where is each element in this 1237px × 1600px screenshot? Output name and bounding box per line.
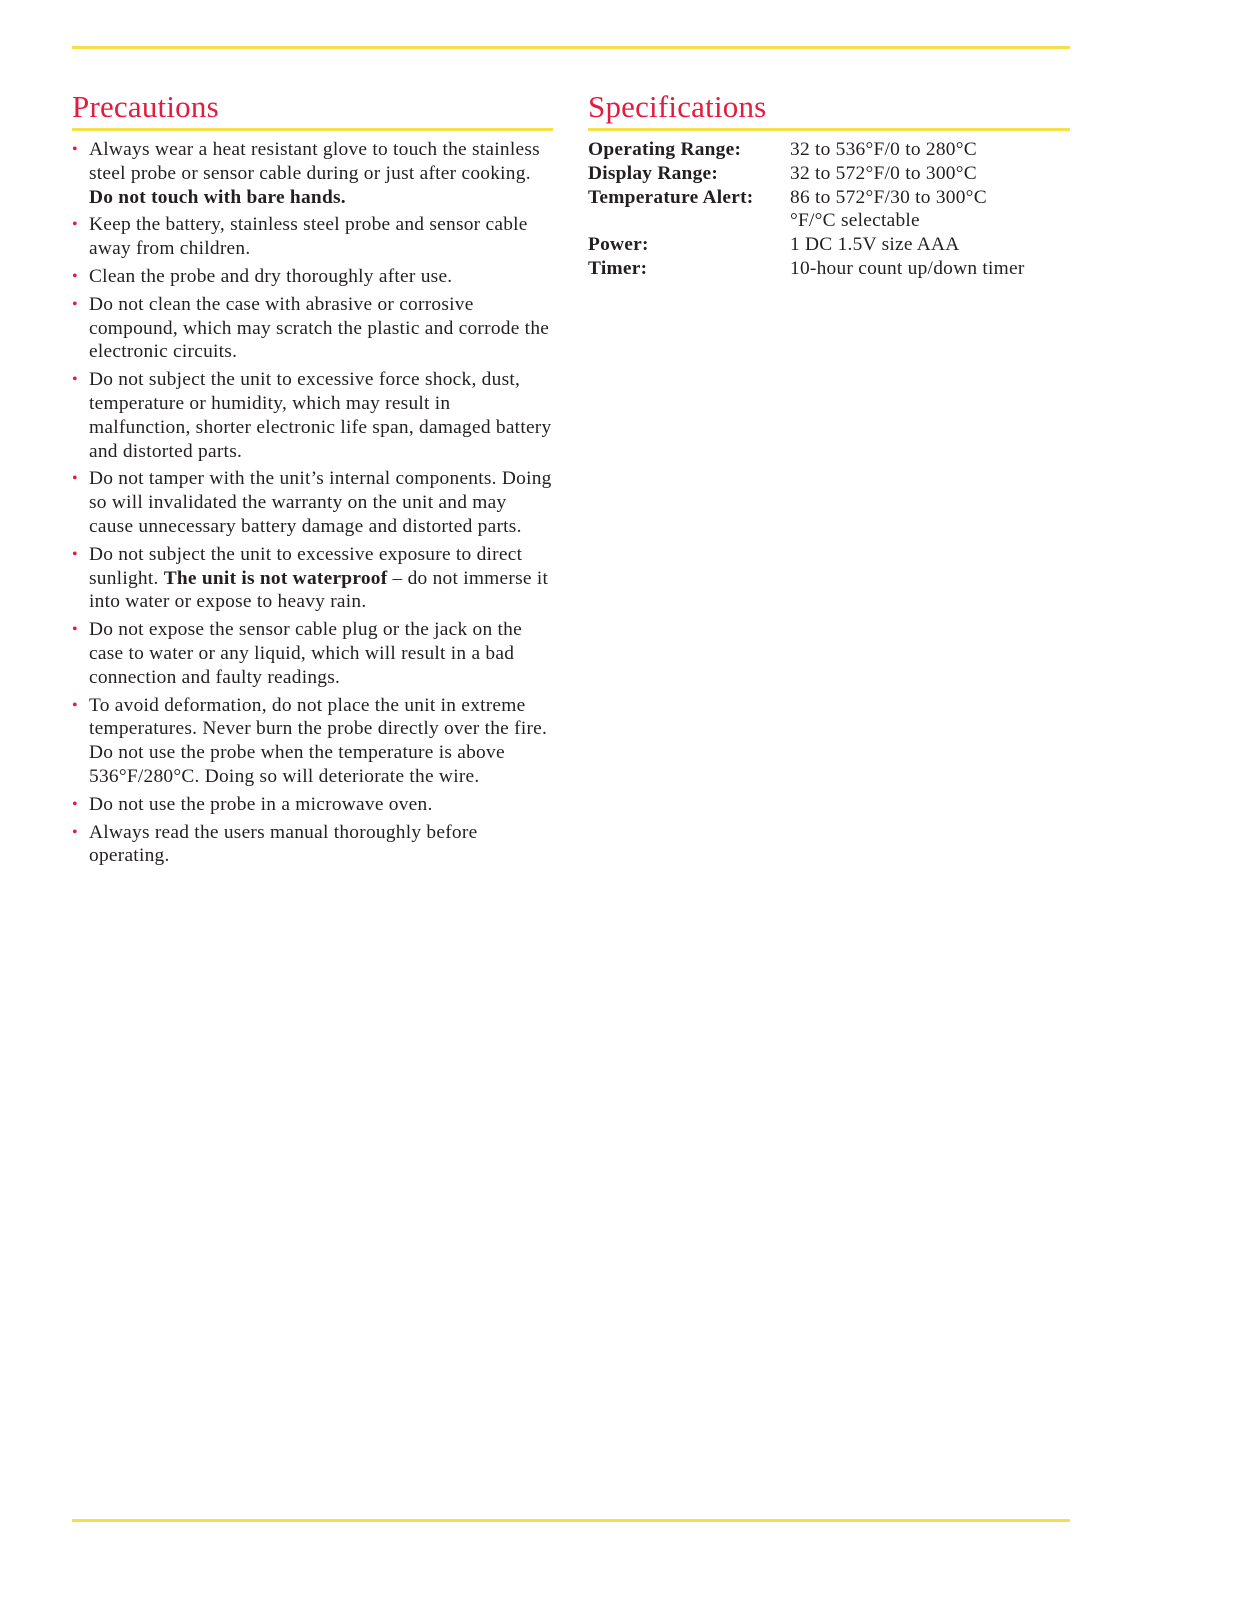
precaution-item-4: • Do not clean the case with abrasive or corrosive compound, which may scratch the plastic and corrode the electronic circuits. — [72, 293, 550, 363]
spec-value: 10-hour count up/down timer — [790, 257, 1025, 279]
spec-row — [588, 186, 1025, 210]
bullet-icon: • — [72, 795, 78, 813]
spec-value: 1 DC 1.5V size AAA — [790, 234, 960, 256]
spec-label: Timer: — [588, 257, 648, 279]
specifications-title: Specifications — [588, 86, 1070, 131]
precaution-item-1: • Always wear a heat resistant glove to touch the stainless steel probe or sensor cable during or just after cooking. Do not touch with bare hands. — [72, 139, 540, 208]
bullet-icon: • — [72, 141, 78, 158]
bullet-icon: • — [72, 621, 78, 639]
precaution-item-10: • Do not use the probe in a microwave oven. — [72, 793, 433, 815]
spec-value: 32 to 572°F/0 to 300°C — [790, 162, 977, 184]
spec-label: Operating Range: — [588, 139, 742, 160]
precaution-item-9: • To avoid deformation, do not place the unit in extreme temperatures. Never burn the probe directly over the fire. Do not use the probe when the temperature is above 536°F/280°C. Doing so will deteriorate the wire. — [72, 694, 548, 787]
precaution-item-6: • Do not tamper with the unit’s internal components. Doing so will invalidated the warranty on the unit and may cause unnecessary battery damage and distorted parts. — [72, 468, 552, 537]
spec-row — [588, 138, 1025, 162]
spec-row — [588, 233, 1025, 257]
spec-row — [588, 162, 1025, 186]
bullet-icon: • — [72, 295, 78, 313]
spec-value: 32 to 536°F/0 to 280°C — [790, 139, 977, 160]
waterproof-warning: The unit is not waterproof — [163, 567, 388, 589]
precaution-item-7: • Do not subject the unit to excessive exposure to direct sunlight. The unit is not waterproof – do not immerse it into water or expose to heavy rain. — [72, 543, 549, 613]
spec-row — [588, 209, 1025, 233]
bottom-rule — [72, 1519, 1070, 1522]
spec-value: 86 to 572°F/30 to 300°C — [790, 186, 987, 208]
top-rule — [72, 46, 1070, 49]
spec-label: Power: — [588, 234, 649, 256]
precaution-item-3: • Clean the probe and dry thoroughly after use. — [72, 265, 453, 287]
spec-row — [588, 257, 1025, 281]
spec-label: Temperature Alert: — [588, 186, 754, 208]
specifications-table — [588, 138, 1025, 281]
precautions-title: Precautions — [72, 86, 553, 131]
spec-label: Display Range: — [588, 162, 719, 184]
specifications-section — [588, 86, 1070, 281]
precaution-item-8: • Do not expose the sensor cable plug or the jack on the case to water or any liquid, which will result in a bad connection and faulty readings. — [72, 619, 522, 688]
precaution-item-2: • Keep the battery, stainless steel probe and sensor cable away from children. — [72, 214, 528, 260]
bullet-icon: • — [72, 823, 78, 841]
bullet-icon: • — [72, 267, 78, 285]
spec-label — [588, 209, 790, 233]
bullet-icon: • — [72, 696, 78, 714]
precaution-item-11: • Always read the users manual thoroughly before operating. — [72, 821, 478, 867]
precaution-item-5: • Do not subject the unit to excessive force shock, dust, temperature or humidity, which may result in malfunction, shorter electronic life span, damaged battery and distorted parts. — [72, 369, 552, 462]
bullet-icon: • — [72, 371, 78, 389]
precautions-section — [72, 86, 553, 872]
spec-value: °F/°C selectable — [790, 210, 920, 232]
bullet-icon: • — [72, 470, 78, 488]
precautions-list — [72, 138, 553, 868]
warning-text: Do not touch with bare hands. — [89, 186, 346, 208]
bullet-icon: • — [72, 216, 78, 234]
bullet-icon: • — [72, 545, 78, 563]
